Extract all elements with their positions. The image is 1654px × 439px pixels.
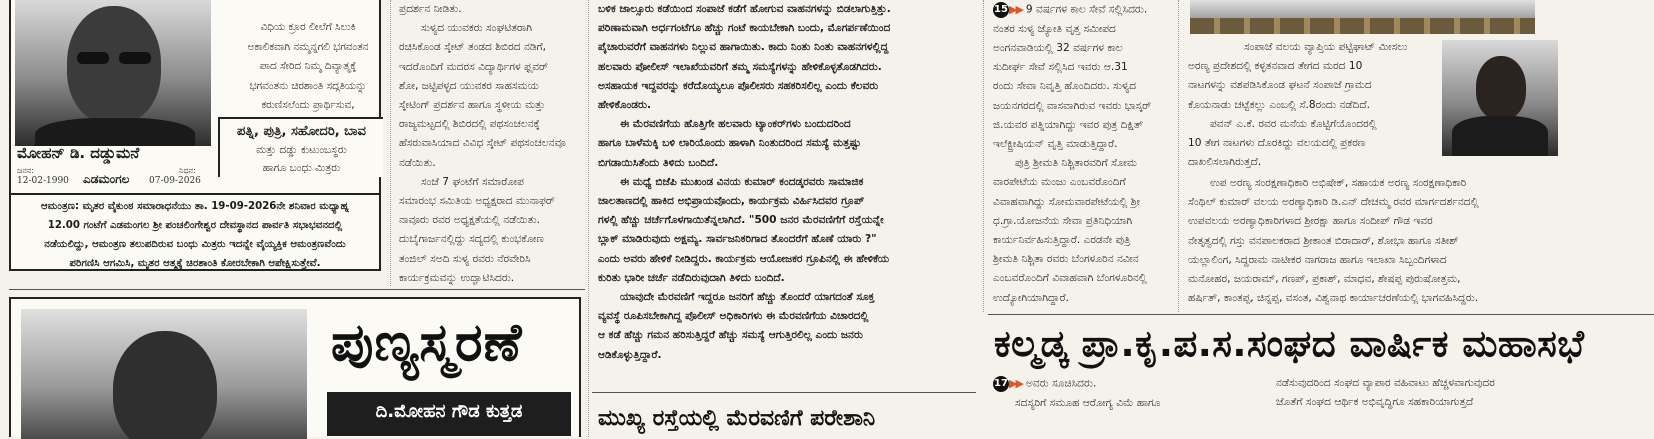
- article-line: ಸಂಪಾಜೆ ವಲಯ ವ್ಯಾಪ್ತಿಯ ಪಟ್ಟಿಘಾಟ್ ಮೀಸಲು: [1244, 41, 1408, 53]
- deceased-place: ಎಡಮಂಗಲ: [83, 172, 130, 186]
- article-line: ಪವನ್ ಎ.ಕೆ. ರವರ ಮನೆಯ ಕೊಟ್ಟಿಗೆಯೊಂದರಲ್ಲಿ: [1210, 117, 1377, 130]
- column-divider: [983, 0, 984, 312]
- article-line: ನಂತರ ಸುಳ್ಯ ಜ್ಯೋತಿ ವೃತ್ತ ಸಮೀಪದ: [993, 22, 1116, 35]
- column-divider: [390, 0, 391, 286]
- article-line: ಮನೋಹರ, ಜಯರಾಮ್, ಗಣಪ್, ಪ್ರಕಾಶ್, ಮಾಧವ, ಶೇಷಪ್ಪ ಪುರುಷೋತ್ತಮ,: [1188, 273, 1461, 286]
- society-story-left: [993, 374, 1263, 437]
- article-line: ಯಾವುದೇ ಮೆರವಣಿಗೆ ಇದ್ದರೂ ಜನರಿಗೆ ಹೆಚ್ಚು ತೊಂದರೆ ಯಾಗದಂತೆ ಸೂಕ್ತ: [620, 291, 875, 304]
- article-line: ನಾಟಗಳನ್ನು ವಶಪಡಿಸಿಕೊಂಡ ಘಟನೆ ಸಂಪಾಜೆ ಗ್ರಾಮದ: [1188, 79, 1372, 92]
- article-line: ದುಬೈಗಾರ್ಜನಲ್ಲಿದ್ದು ಸದ್ಯದಲ್ಲಿ ಕುಂಭಕೋಣ: [399, 233, 544, 246]
- article-line: ಸೆಂಥಿಲ್ ಕುಮಾರ್ ವಲಯ ಅರಣ್ಯಾಧಿಕಾರಿ ಡಿ.ಎನ್ ದೇಚಮ್ಮ ರವರ ಮಾರ್ಗದರ್ಶನದಲ್ಲಿ: [1188, 196, 1479, 209]
- article-line: ಇದರೊಂದಿಗೆ ಮದರಸ ವಿದ್ಯಾರ್ಥಿಗಳ ಫ್ಲವರ್: [399, 60, 549, 73]
- article-line: 10 ತೇಗ ನಾಟಗಳು ದೊರಕಿದ್ದು ವಲಯದಲ್ಲಿ ಪ್ರಕರಣ: [1188, 137, 1366, 150]
- article-line: ಆಡಿಕೊಳ್ಳುತ್ತಿದ್ದಾರೆ.: [598, 348, 662, 361]
- article-line: ಎಂಬವರೊಂದಿಗೆ ವಿವಾಹವಾಗಿ ಬೆಂಗಳೂರಿನಲ್ಲಿ: [993, 272, 1147, 285]
- obituary-prayer-text: ವಿಧಿಯ ಕ್ರೂರ ಲೀಲೆಗೆ ಸಿಲುಕಿ ಅಕಾಲಿಕವಾಗಿ ನಮ್ಮನ್ನಗಲಿ ಭಗವಂತನ ಪಾದ ಸೇರಿದ ನಿಮ್ಮ ದಿವ್ಯಾತ್ಮಕ್ಕೆ ಭಗವಂತನು ಚಿರಶಾಂತಿ ಸದ್ಗತಿಯನ್ನು ಕರುಣಿಸಲೆಂದು ಪ್ರಾರ್ಥಿಸುವ,: [247, 21, 369, 112]
- death-date: 07-09-2026: [149, 176, 201, 186]
- article-line: ಹೆಸರುವಾಸಿಯಾದ ವಿವಿಧ ಸ್ಕೇಟ್ ಪಥಸಂಚಲನವೂ: [399, 137, 566, 150]
- article-line: ಎಂದು ಅವರು ಹೇಳಿಕೆ ನೀಡಿದ್ದರು. ಕಾರ್ಯಕ್ರಮ ಆಯೋಜಕರ ಗ್ರೂಪಿನಲ್ಲಿ ಈ ಹೇಳಿಕೆಯ: [598, 252, 890, 265]
- article-line: ಸುಳ್ಯದ ಯುವಕರು ಸಂಘಟಿತರಾಗಿ: [421, 22, 532, 35]
- death-label: ನಿಧನ:: [179, 166, 196, 175]
- article-line: ನಾವೂರು ರವರ ಅಧ್ಯಕ್ಷತೆಯಲ್ಲಿ ನಡೆಯಿತು.: [399, 214, 541, 227]
- article-line: ಪರಿಣಾಮವಾಗಿ ಅರ್ಧಗಂಟೆಗೂ ಹೆಚ್ಚು ಗಂಟೆ ಕಾಯಬೇಕಾಗಿ ಬಂದು, ಮೊಗರ್ಪಣೆಯಿಂದ: [598, 22, 891, 35]
- article-line: ಉಪ ಅರಣ್ಯ ಸಂರಕ್ಷಣಾಧಿಕಾರಿ ಅಭಿಷೇಕ್, ಸಹಾಯಕ ಅರಣ್ಯ ಸಂರಕ್ಷಣಾಧಿಕಾರಿ: [1210, 177, 1467, 189]
- article-line: ರಂದು ಸೇವಾ ನಿವೃತ್ತಿ ಹೊಂದಿದರು. ಸುಳ್ಯದ: [993, 80, 1137, 93]
- column-divider: [1178, 0, 1179, 312]
- procession-article-column: [598, 0, 976, 384]
- arrow-icon: ▶▶: [1009, 3, 1022, 16]
- article-line: ಜಾಲತಾಣದಲ್ಲಿ ಹಾಕಿದ ಅಭಿಪ್ರಾಯವೊಂದು, ಕಾರ್ಯಕ್ರಮ ವಿರ್ಹಿಸಿದವರ ಗ್ರೂಪ್: [598, 195, 865, 208]
- article-line: ಪೈಚಾರುವರೆಗೆ ವಾಹನಗಳು ನಿಲ್ಲುವ ಹಾಗಾಯಿತು. ಕಾದು ನಿಂತು ನಿಂತು ವಾಹನಗಳಲ್ಲಿದ್ದ: [598, 41, 889, 54]
- article-line: ಅರಣ್ಯ ಪ್ರದೇಶದಲ್ಲಿ ಕಳ್ಳತನವಾದ ತೇಗದ ಮರದ 10: [1188, 60, 1363, 73]
- article-line: ವಾರಪೇಟೆಯ ಮಂಜು ಎಂಬವರೊಂದಿಗೆ: [993, 176, 1126, 189]
- article-line: ನಡೆಸುವುದರಿಂದ ಸಂಘದ ವ್ಯಾಪಾರ ವಹಿವಾಟು ಹೆಚ್ಚಳವಾಗುವುದರ: [1276, 377, 1495, 389]
- article-line: ಈ ಮಧ್ಯೆ ಬಿಜೆಪಿ ಮುಖಂಡ ವಿನಯ ಕುಮಾರ್ ಕಂದಡ್ಕರವರು ಸಾಮಾಜಿಕ: [620, 175, 864, 188]
- birth-date: 12-02-1990: [17, 176, 69, 186]
- remembrance-title: ಪುಣ್ಯಸ್ಮರಣೆ: [331, 313, 523, 373]
- article-line: ನೇತೃತ್ವದಲ್ಲಿ ಗಸ್ತು ವನಪಾಲಕರಾದ ಶ್ರೀಕಾಂತ ಬಿರಾದಾರ್, ಶೋಭಾ ಹಾಗೂ ಸತೀಶ್: [1188, 234, 1459, 247]
- article-line: ಹರ್ಷಿತ್, ಕಾಂತಪ್ಪ, ಚಿನ್ನಪ್ಪ, ವಸಂತ, ವಿಶ್ವನಾಥ ಕಾರ್ಯಾಚರಣೆಯಲ್ಲಿ ಭಾಗವಹಿಸಿದ್ದರು.: [1188, 292, 1479, 305]
- article-line: ಬಿಗಡಾಯಿಸಿತೆಂದು ತಿಳಿದು ಬಂದಿದೆ.: [598, 156, 719, 169]
- article-lead-line: 15▶▶ 9 ವರ್ಷಗಳ ಕಾಲ ಸೇವೆ ಸಲ್ಲಿಸಿದರು.: [994, 3, 1148, 16]
- article-line: ಧ.ಗ್ರಾ.ಯೋಜನೆಯ ಸೇವಾ ಪ್ರತಿನಿಧಿಯಾಗಿ: [993, 214, 1133, 227]
- article-line: ರಚಿಸಿಕೊಂಡ ಸ್ಕೇಟ್ ತಂಡದ ಶಿಬಿರದ ನಡಿಗೆ,: [399, 41, 547, 54]
- article-line: ಬಳಿಕ ಜಾಲ್ಸೂರು ಕಡೆಯಿಂದ ಸಂಪಾಜೆ ಕಡೆಗೆ ಹೋಗುವ ವಾಹನಗಳನ್ನು ಬಿಡಲಾಗುತ್ತಿತ್ತು.: [598, 3, 891, 15]
- article-line: ತಂಜಿಲ್ ಸಅದಿ ಸುಳ್ಯ ರವರು ನೆರವೇರಿಸಿ: [399, 252, 531, 265]
- article-lead-line: 17▶▶ ಅವರು ಸೂಚಿಸಿದರು.: [994, 377, 1097, 390]
- article-line: ಪುತ್ರಿ ಶ್ರೀಮತಿ ನಿಶ್ಚಿತಾರವರಿಗೆ ಸೋಮ: [1015, 157, 1137, 170]
- obituary-box: [9, 0, 381, 271]
- accused-portrait-photo: [1442, 40, 1558, 156]
- article-line: ಗಳಲ್ಲಿ ಹೆಚ್ಚು ಚರ್ಚೆಗೊಳಗಾಯಿತೆನ್ನಲಾಗಿದೆ. "500 ಜನರ ಮೆರವಣಿಗೆಗೆ ರಸ್ತೆಯನ್ನೇ: [598, 214, 884, 227]
- page-ref-badge: 15: [993, 2, 1009, 18]
- article-line: ಕೊಯನಾಡು ಚಟ್ಟೆಕಲ್ಲು ಎಂಬಲ್ಲಿ ಸೆ.8ರಂದು ನಡೆದಿದೆ.: [1188, 98, 1371, 111]
- remembrance-portrait-photo: [21, 309, 307, 439]
- article-line: ಶೋ, ಜಟ್ಟಿಪಳ್ಳದ ಯುವಕರ ಸಾಹಸಮಯ: [399, 79, 540, 92]
- article-line: ಶ್ರೀಮತಿ ನಿಶ್ಚಿತಾ ರವರು ಬೆಂಗಳೂರಿನ ನವೀನ: [993, 253, 1139, 266]
- article-line: ಹಾಗೂ ಬಾಳೆಮಕ್ಕಿ ಬಳಿ ಲಾರಿಯೊಂದು ಹಾಳಾಗಿ ನಿಂತುದರಿಂದ ಸಮಸ್ಯೆ ಮತ್ತಷ್ಟು: [598, 137, 861, 150]
- society-meeting-headline: ಕಲ್ಮಡ್ಕ ಪ್ರಾ.ಕೃ.ಪ.ಸ.ಸಂಘದ ವಾರ್ಷಿಕ ಮಹಾಸಭೆ: [994, 322, 1585, 365]
- anganwadi-article-column: [993, 0, 1169, 310]
- section-divider: [988, 314, 1654, 315]
- section-divider: [9, 289, 585, 290]
- timber-article-narrow: [1188, 38, 1436, 174]
- article-line: ಹಲವಾರು ಪೋಲೀಸ್ ಇಲಾಖೆಯವರಿಗೆ ತಮ್ಮ ಸಮಸ್ಯೆಗಳನ್ನು ಹೇಳಿಕೊಳ್ಳತೊಡಗಿದರು.: [598, 60, 882, 73]
- article-line: ಕಾರ್ಯನಿರ್ವಹಿಸುತ್ತಿದ್ದಾರೆ. ಎರಡನೇ ಪುತ್ರಿ: [993, 234, 1131, 247]
- skating-article-column: [399, 0, 579, 290]
- article-line: ಜಯನಗರದಲ್ಲಿ ವಾಸವಾಗಿರುವ ಇವರು ಭಾಸ್ಕರ್: [993, 99, 1152, 112]
- article-line: ದಾಖಲಿಸಲಾಗಿರುತ್ತದೆ.: [1188, 156, 1262, 169]
- article-line: ಇಲೆಕ್ಟ್ರೀಷಿಯನ್ ವೃತ್ತಿ ಮಾಡುತ್ತಿದ್ದಾರೆ.: [993, 138, 1118, 151]
- article-line: ಅಂಗನವಾಡಿಯಲ್ಲಿ 32 ವರ್ಷಗಳ ಕಾಲ: [993, 42, 1123, 55]
- portrait-photo: [15, 0, 211, 146]
- article-line: ಪ್ರದರ್ಶನ ನೀಡಿತು.: [399, 3, 462, 15]
- article-line: ಅಸಹಾಯಕ ಇದ್ದವರನ್ನು ಕರೆದೊಯ್ಯಲೂ ಪೊಲೀಸರು ಸಹಕರಿಸಲಿಲ್ಲ ಎಂದು ಕೆಲವರು: [598, 79, 879, 92]
- article-line: ಸಮಾರಂಭ ಸಮಿತಿಯ ಅಧ್ಯಕ್ಷರಾದ ಮುನಾಫರ್: [399, 195, 555, 208]
- mourning-relatives: ಪತ್ನಿ, ಪುತ್ರಿ, ಸಹೋದರಿ, ಬಾವ ಮತ್ತು ದಡ್ಡು ಕುಟುಂಬಸ್ಥರು ಹಾಗೂ ಬಂಧು ಮಿತ್ರರು: [218, 117, 383, 177]
- section-divider: [592, 392, 976, 393]
- deceased-name: ಮೋಹನ್ ಡಿ. ದಡ್ಡುಮನೆ: [17, 144, 140, 162]
- article-line: ಉಪವಲಯ ಅರಣ್ಯಾಧಿಕಾರಿಗಳಾದ ಶ್ರೀರಕ್ಷಾ ಹಾಗೂ ಸಂದೀಪ್ ಗೌಡ ಇವರ: [1188, 215, 1433, 228]
- society-story-right: [1276, 374, 1566, 437]
- article-line: ನಡೆಯಿತು.: [399, 156, 436, 169]
- column-divider: [588, 0, 589, 437]
- arrow-icon: ▶▶: [1009, 377, 1022, 390]
- article-line: ಜಿ.ಯವರ ಪತ್ನಿಯಾಗಿದ್ದು ಇವರ ಪುತ್ರ ದಿಕ್ಷಿತ್: [993, 118, 1144, 131]
- remembrance-name-banner: ದಿ.ಮೋಹನ ಗೌಡ ಕುತ್ತಡ: [327, 392, 571, 436]
- article-line: ಸದಸ್ಯರಿಗೆ ಸಮೂಹ ಆರೋಗ್ಯ ವಿಮೆ ಹಾಗೂ: [1015, 396, 1161, 409]
- article-line: ಸ್ಕೇಟಿಂಗ್ ಪ್ರದರ್ಶನ ಹಾಗೂ ಸ್ಥಳೀಯ ಮತ್ತು: [399, 99, 546, 112]
- article-line: ರಾಜ್ಯಮಟ್ಟದಲ್ಲಿ ಶಿಬಿರದಲ್ಲಿ ಪಥಸಂಚಲನಕ್ಕೆ: [399, 118, 540, 131]
- article-line: ಹೇಳಿಕೊಂಡರು.: [598, 99, 651, 112]
- article-line: ಕಾರ್ಯಕ್ರಮವನ್ನು ಉದ್ಘಾಟಿಸಿದರು.: [399, 271, 515, 284]
- article-line: ವ್ಯವಸ್ಥೆ ರೂಪಿಸಬೇಕಾಗಿದ್ದ ಪೊಲೀಸ್ ಅಧಿಕಾರಿಗಳು ಈ ಮೆರವಣಿಗೆಯ ವಿಚಾರದಲ್ಲಿ: [598, 310, 869, 323]
- article-line: ವಿವಾಹವಾಗಿದ್ದು ಸೋಮವಾರಪೇಟೆಯಲ್ಲಿ ಶ್ರೀ: [993, 195, 1141, 208]
- funeral-invitation: ಆಮಂತ್ರಣ: ಮೃತರ ವೈಕುಂಠ ಸಮಾರಾಧನೆಯು ತಾ. 19-09-2026ನೇ ಶನಿವಾರ ಮಧ್ಯಾಹ್ನ 12.00 ಗಂಟೆಗೆ ಎಡಮಂಗಲ ಶ್ರೀ ಪಂಚಲಿಂಗೇಶ್ವರ ದೇವಸ್ಥಾನದ ಪಾರ್ವತಿ ಸಭಾಭವನದಲ್ಲಿ ನಡೆಯಲಿದ್ದು, ಆಮಂತ್ರಣ ತಲುಪದಿರುವ ಬಂಧು ಮಿತ್ರರು ಇದನ್ನೇ ವೈಯ್ಯಕ್ತಿಕ ಆಮಂತ್ರಣವೆಂದು ಪರಿಗಣಿಸಿ ಆಗಮಿಸಿ, ಮೃತರ ಆತ್ಮಕ್ಕೆ ಚಿರಶಾಂತಿ ಕೋರಬೇಕಾಗಿ ಆಪೇಕ್ಷಿಸುತ್ತೇವೆ.: [11, 193, 379, 273]
- remembrance-ad-box: [9, 297, 581, 437]
- article-line: ಈ ಮೆರವಣಿಗೆಯ ಹೊತ್ತಿಗೇ ಹಲವಾರು ಟ್ಯಾಂಕರ್‌ಗಳು ಬಂದುದರಿಂದ: [620, 118, 851, 131]
- article-line: ಬ್ಲಾಕ್ ಮಾಡಿರುವುದು ಅಕ್ಷಮ್ಯ. ಸಾರ್ವಜನಿಕರಿಗಾದ ತೊಂದರೆಗೆ ಹೊಣೆ ಯಾರು ?": [598, 233, 877, 246]
- birth-label: ಜನನ:: [17, 166, 34, 175]
- article-line: ಯಲ್ಲಾಲಿಂಗ, ಸಿದ್ದರಾಮ ನಾಟೀಕರ ನಾಗರಾಜ ಹಾಗೂ ಇಲಾಖಾ ಸಿಬ್ಬಂದಿಗಳಾದ: [1188, 253, 1447, 266]
- seized-timber-photo: [1190, 0, 1535, 34]
- article-line: ಸುದೀರ್ಘ ಸೇವೆ ಸಲ್ಲಿಸಿದ ಇವರು ಆ.31: [993, 61, 1128, 74]
- procession-headline: ಮುಖ್ಯ ರಸ್ತೆಯಲ್ಲಿ ಮೆರವಣಿಗೆ ಪರೇಶಾನಿ: [598, 406, 876, 431]
- article-line: ಸಂಜೆ 7 ಘಂಟೆಗೆ ಸಮಾರೋಪ: [421, 175, 524, 188]
- article-line: ಜೊತೆಗೆ ಸಂಘದ ಆರ್ಥಿಕ ಅಭಿವೃದ್ಧಿಗೂ ಸಹಕಾರಿಯಾಗುತ್ತದೆ: [1276, 396, 1474, 409]
- article-line: ಕುರಿತು ಭಾರೀ ಚರ್ಚೆ ನಡೆದಿರುವುದಾಗಿ ತಿಳಿದು ಬಂದಿದೆ.: [598, 271, 785, 284]
- timber-article-wide: [1188, 174, 1560, 312]
- article-line: ಆ ಕಡೆ ಹೆಚ್ಚು ಗಮನ ಹರಿಸುತ್ತಿದ್ದರೆ ಹೆಚ್ಚು ಸಮಸ್ಯೆ ಆಗುತ್ತಿರಲಿಲ್ಲ ಎಂದು ಜನರು: [598, 329, 863, 342]
- article-line: ಉದ್ಯೋಗಿಯಾಗಿದ್ದಾರೆ.: [993, 291, 1069, 304]
- page-ref-badge: 17: [993, 376, 1009, 392]
